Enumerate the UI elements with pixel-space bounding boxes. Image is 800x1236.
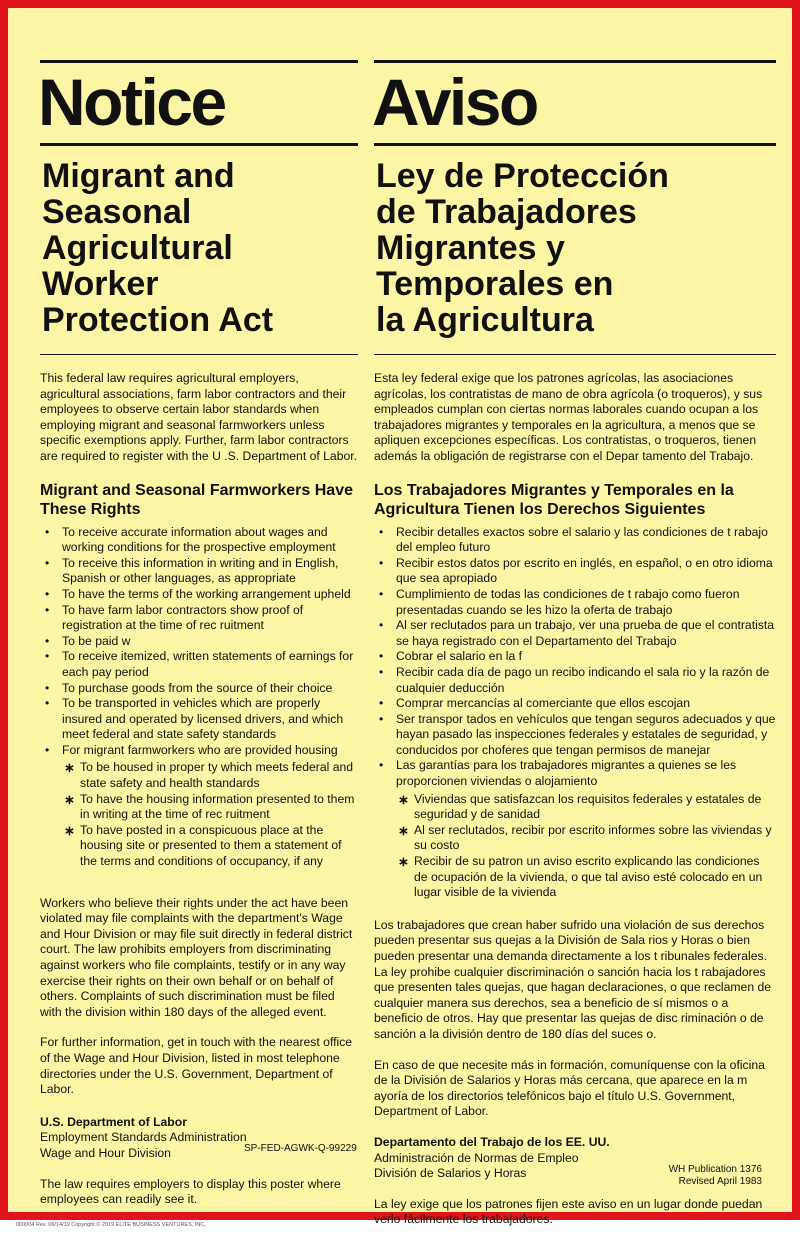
- list-item: • To receive accurate information about wages and working conditions for the prospective employment: [45, 524, 336, 555]
- list-item: ∗ Al ser reclutados, recibir por escrito informes sobre las viviendas y su costo: [398, 822, 772, 853]
- top-rule: [40, 60, 358, 63]
- complaints-paragraph: Workers who believe their rights under the act have been violated may file complaints with the department's Wage and Hour Division or may file suit directly in federal district court. The law prohibits employers from discriminating against workers who file complaints, testify or in any way exercise their rights on their own behalf or on behalf of others. Complaints of such discrimination must be filed with the division within 180 days of the alleged event.: [40, 895, 353, 1019]
- intro-paragraph: Esta ley federal exige que los patrones agrícolas, las asociaciones agrícolas, los contratistas de mano de obra agrícola (o troqueros), y sus empleados cumplan con ciertas normas laborales cuando ocupan a los trabajadores migrantes y temporales en la agricultura, a menos que se apliquen excepciones específicas. Los contratistas, o troqueros, tienen además la obligación de registrarse con el Depar tamento del Trabajo.: [374, 371, 763, 463]
- list-item: • To be transported in vehicles which are properly insured and operated by licensed drivers, and which meet federal and state safety standards: [45, 696, 344, 742]
- title-rule: [374, 354, 776, 355]
- list-item: ∗ Recibir de su patron un aviso escrito explicando las condiciones de ocupación de la vivienda, o que tal aviso esté colocado en un lugar visible de la vivienda: [398, 854, 763, 900]
- list-item: • To have farm labor contractors show proof of registration at the time of rec ruitment: [45, 602, 304, 633]
- list-item: • Recibir detalles exactos sobre el salario y las condiciones de t rabajo del empleo futuro: [379, 524, 768, 555]
- top-rule: [374, 60, 776, 63]
- further-info-paragraph: En caso de que necesite más in formación, comuníquense con la oficina de la División de Salarios y Horas más cercana, que aparece en la m ayoría de los directorios telefónicos bajo el título U.S. Government, Department of Labor.: [374, 1057, 765, 1119]
- english-column: [40, 60, 358, 1208]
- title-line: Ley de Protección: [376, 157, 669, 195]
- display-notice: The law requires employers to display this poster where employees can readily see it.: [40, 1176, 341, 1207]
- title-line: Protection Act: [42, 301, 274, 339]
- list-item: • Comprar mercancías al comerciante que ellos escojan: [379, 696, 690, 711]
- list-item: • Ser transpor tados en vehículos que tengan seguros adecuados y que hayan pasado las inspecciones federales y estatales de seguridad, y conducidos por choferes que tengan permisos de manejar: [379, 711, 776, 757]
- complaints-paragraph: Los trabajadores que crean haber sufrido una violación de sus derechos pueden presentar sus quejas a la División de Sala rios y Horas o bien pueden presentar una demanda directamente a los t ribunales federales. La ley prohibe cualquier discriminación o sanción hacia los t rabajadores que presenten tales quejas, que hagan declaraciones, o que reclamen de cualquier manera sus derechos, sea a beneficio de sí mismos o a beneficio de otros. Hay que presentar las quejas de disc riminación o de sanción a la división dentro de 180 días del suces o.: [374, 917, 772, 1041]
- list-item: • To be paid w: [45, 633, 131, 648]
- agency-admin: Administración de Normas de Empleo: [374, 1150, 579, 1165]
- revision-date: Revised April 1983: [678, 1176, 762, 1187]
- rights-list: [374, 525, 776, 901]
- list-item: • To purchase goods from the source of their choice: [45, 680, 333, 695]
- list-item: ∗ To be housed in proper ty which meets federal and state safety and health standards: [64, 760, 354, 791]
- title-line: Worker: [42, 265, 159, 303]
- form-code: SP-FED-AGWK-Q-99229: [244, 1143, 357, 1154]
- aviso-heading: Aviso: [372, 65, 537, 139]
- list-item: • Al ser reclutados para un trabajo, ver una prueba de que el contratista se haya registrado con el Departamento del Trabajo: [379, 618, 775, 648]
- title-line: Temporales en: [376, 265, 614, 303]
- rights-list: [40, 525, 358, 870]
- publication-info: [8, 1164, 762, 1188]
- further-info-paragraph: For further information, get in touch with the nearest office of the Wage and Hour Division, listed in most telephone directories under the U.S. Government, Department of Labor.: [40, 1035, 353, 1097]
- rights-heading: Los Trabajadores Migrantes y Temporales en la Agricultura Tienen los Derechos Siguientes: [374, 481, 734, 518]
- list-item: • To have the terms of the working arrangement upheld: [45, 586, 351, 601]
- agency-admin: Employment Standards Administration: [40, 1130, 247, 1145]
- housing-rights-list: [62, 760, 358, 869]
- list-item: • Cumplimiento de todas las condiciones de t rabajo como fueron presentadas cuando se les hizo la oferta de trabajo: [379, 586, 740, 617]
- notice-heading: Notice: [38, 65, 225, 139]
- heading-rule: [374, 143, 776, 146]
- housing-rights-list: [396, 792, 776, 901]
- title-line: de Trabajadores: [376, 193, 637, 231]
- list-item: • Cobrar el salario en la f: [379, 649, 522, 664]
- rights-heading: Migrant and Seasonal Farmworkers Have These Rights: [40, 481, 353, 518]
- list-item: ∗ To have the housing information presented to them in writing at the time of rec ruitment: [64, 791, 355, 822]
- list-item: • For migrant farmworkers who are provided housing ∗ To be housed in proper ty which meets federal and state safety and health standards ∗ To have the housing information presented to them in writing at the time of rec ruitment ∗ To have posted in a conspicuous place at the housing site or presented to them a statement of the terms and conditions of occupancy, if any: [40, 743, 358, 870]
- agency-name: U.S. Department of Labor: [40, 1114, 187, 1129]
- list-item: • To receive itemized, written statements of earnings for each pay period: [45, 649, 354, 679]
- list-item: • Recibir estos datos por escrito en inglés, en español, o en otro idioma que sea apropiado: [379, 555, 773, 586]
- list-item: ∗ To have posted in a conspicuous place at the housing site or presented to them a statement of the terms and conditions of occupancy, if any: [64, 822, 342, 869]
- agency-name: Departamento del Trabajo de los EE. UU.: [374, 1134, 610, 1149]
- publication-number: WH Publication 1376: [668, 1164, 762, 1175]
- display-notice: La ley exige que los patrones fijen este aviso en un lugar donde puedan verlo fácilmente los trabajadores.: [374, 1196, 763, 1227]
- list-item: • To receive this information in writing and in English, Spanish or other languages, as appropriate: [45, 555, 339, 586]
- title-line: Seasonal: [42, 193, 192, 231]
- heading-rule: [40, 143, 358, 146]
- title-line: Agricultural: [42, 229, 233, 267]
- title-rule: [40, 354, 358, 355]
- agency-division: División de Salarios y Horas: [374, 1166, 527, 1181]
- act-title: [42, 158, 358, 338]
- copyright-fine-print: 000004 Rev. 06/14/19 Copyright © 2019 ELITE BUSINESS VENTURES, INC.: [16, 1222, 206, 1228]
- title-line: Migrant and: [42, 157, 235, 195]
- ley-title: [376, 158, 776, 338]
- agency-division: Wage and Hour Division: [40, 1145, 171, 1160]
- intro-paragraph: This federal law requires agricultural employers, agricultural associations, farm labor contractors and their employees to observe certain labor standards when employing migrant and seasonal farmworkers unless specific exemptions apply. Further, farm labor contractors are required to register with the U .S. Department of Labor.: [40, 371, 358, 463]
- list-item: • Las garantías para los trabajadores migrantes a quienes se les proporcionen viviendas o alojamiento ∗ Viviendas que satisfazcan los requisitos federales y estatales de seguridad y de sanidad ∗ Al ser reclutados, recibir por escrito informes sobre las viviendas y su costo ∗ Recibir de su patron un aviso escrito explicando las condiciones de ocupación de la vivienda, o que tal aviso esté colocado en un lugar visible de la vivienda: [374, 758, 776, 900]
- list-item: ∗ Viviendas que satisfazcan los requisitos federales y estatales de seguridad y de sanidad: [398, 791, 762, 822]
- spanish-column: [374, 60, 776, 1228]
- title-line: la Agricultura: [376, 301, 594, 339]
- title-line: Migrantes y: [376, 229, 565, 267]
- list-item: • Recibir cada día de pago un recibo indicando el sala rio y la razón de cualquier deducción: [379, 664, 770, 695]
